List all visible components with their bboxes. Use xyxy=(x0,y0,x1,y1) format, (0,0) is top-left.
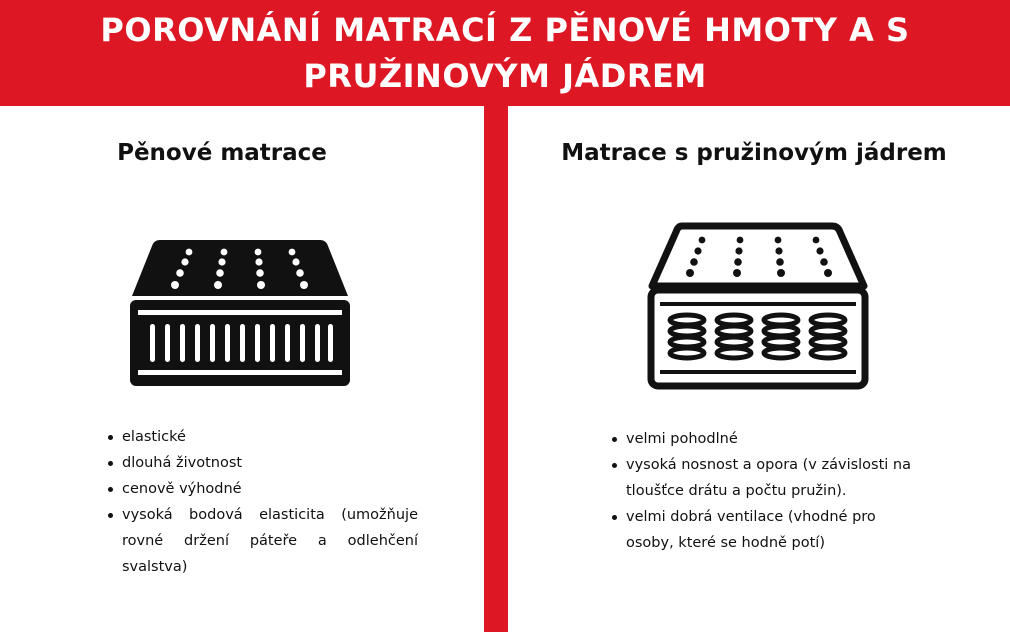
list-item: cenově výhodné xyxy=(108,476,418,502)
foam-mattress-icon xyxy=(128,234,352,388)
list-item: elastické xyxy=(108,424,418,450)
header-banner xyxy=(0,0,1010,106)
page-title: POROVNÁNÍ MATRACÍ Z PĚNOVÉ HMOTY A S PRUŽINOVÝM JÁDREM xyxy=(100,11,910,95)
spring-mattress-icon xyxy=(646,220,870,390)
list-item: velmi pohodlné xyxy=(612,426,922,452)
spring-mattress-column xyxy=(508,106,1010,632)
spring-mattress-features xyxy=(612,426,922,556)
center-divider xyxy=(484,106,508,632)
list-item: velmi dobrá ventilace (vhodné pro osoby, které se hodně potí) xyxy=(612,504,922,556)
spring-mattress-title: Matrace s pružinovým jádrem xyxy=(561,140,947,166)
list-item: vysoká nosnost a opora (v závislosti na tloušťce drátu a počtu pružin). xyxy=(612,452,922,504)
foam-mattress-column xyxy=(0,106,484,632)
foam-mattress-title: Pěnové matrace xyxy=(117,140,327,166)
list-item: vysoká bodová elasticita (umožňuje rovné držení páteře a odlehčení svalstva) xyxy=(108,502,418,580)
foam-mattress-features xyxy=(108,424,418,580)
list-item: dlouhá životnost xyxy=(108,450,418,476)
